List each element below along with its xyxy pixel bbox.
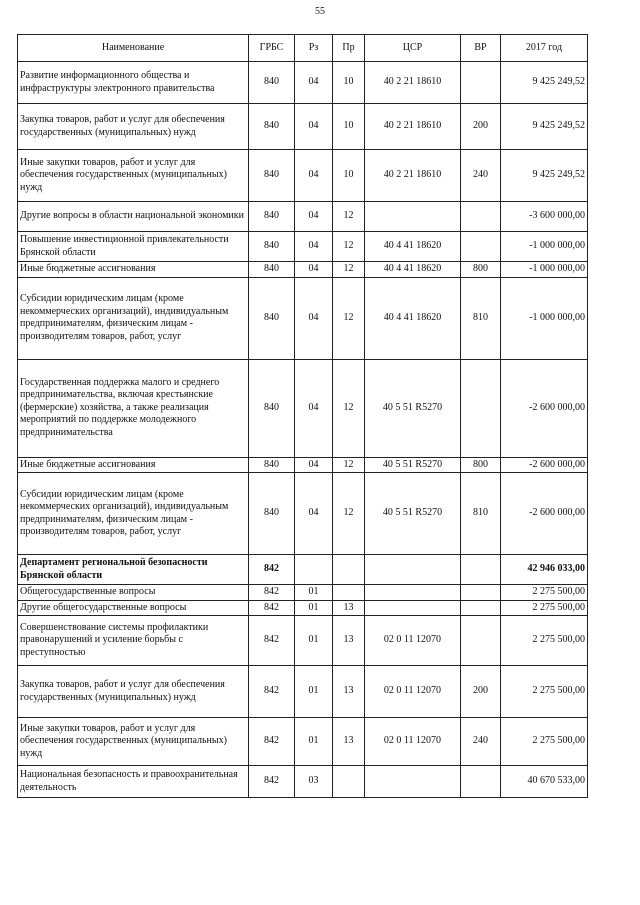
row-name: Развитие информационного общества и инфраструктуры электронного правительства: [18, 62, 249, 104]
row-grbs: 840: [249, 104, 295, 150]
row-pr: 10: [333, 104, 365, 150]
row-pr: 10: [333, 150, 365, 202]
row-amount: 9 425 249,52: [501, 150, 588, 202]
table-row: [18, 232, 588, 262]
row-csr: [365, 585, 461, 601]
row-csr: 40 4 41 18620: [365, 262, 461, 278]
row-grbs: 840: [249, 262, 295, 278]
row-grbs: 842: [249, 666, 295, 718]
row-vr: [461, 62, 501, 104]
row-name: Иные бюджетные ассигнования: [18, 457, 249, 473]
table-row: [18, 62, 588, 104]
table-row: [18, 457, 588, 473]
row-csr: 40 2 21 18610: [365, 150, 461, 202]
row-rz: 01: [295, 616, 333, 666]
row-amount: 9 425 249,52: [501, 62, 588, 104]
row-rz: 01: [295, 666, 333, 718]
row-grbs: 842: [249, 600, 295, 616]
row-pr: 13: [333, 718, 365, 766]
row-csr: 02 0 11 12070: [365, 666, 461, 718]
table-row: [18, 104, 588, 150]
table-row: [18, 262, 588, 278]
row-csr: 02 0 11 12070: [365, 616, 461, 666]
row-grbs: 840: [249, 473, 295, 555]
row-grbs: 842: [249, 616, 295, 666]
row-csr: [365, 766, 461, 798]
row-amount: 9 425 249,52: [501, 104, 588, 150]
row-vr: [461, 359, 501, 457]
header-pr: Пр: [333, 35, 365, 62]
row-vr: 240: [461, 150, 501, 202]
row-csr: 40 5 51 R5270: [365, 473, 461, 555]
table-row: [18, 600, 588, 616]
row-pr: 13: [333, 666, 365, 718]
row-rz: 04: [295, 202, 333, 232]
row-name: Иные закупки товаров, работ и услуг для обеспечения государственных (муниципальных) нужд: [18, 150, 249, 202]
header-name: Наименование: [18, 35, 249, 62]
row-pr: 12: [333, 232, 365, 262]
row-amount: -1 000 000,00: [501, 232, 588, 262]
row-name: Общегосударственные вопросы: [18, 585, 249, 601]
table-row: [18, 555, 588, 585]
row-amount: -2 600 000,00: [501, 359, 588, 457]
row-vr: [461, 555, 501, 585]
row-rz: 04: [295, 473, 333, 555]
table-row: [18, 202, 588, 232]
row-amount: 40 670 533,00: [501, 766, 588, 798]
row-rz: 04: [295, 62, 333, 104]
row-name: Национальная безопасность и правоохранительная деятельность: [18, 766, 249, 798]
table-header-row: [18, 35, 588, 62]
row-rz: 04: [295, 104, 333, 150]
row-pr: 12: [333, 473, 365, 555]
row-name: Другие вопросы в области национальной экономики: [18, 202, 249, 232]
row-grbs: 842: [249, 766, 295, 798]
row-pr: 13: [333, 600, 365, 616]
row-vr: [461, 585, 501, 601]
row-name: Закупка товаров, работ и услуг для обеспечения государственных (муниципальных) нужд: [18, 104, 249, 150]
row-csr: [365, 202, 461, 232]
table-row: [18, 473, 588, 555]
row-name: Иные бюджетные ассигнования: [18, 262, 249, 278]
row-pr: [333, 585, 365, 601]
row-csr: 40 4 41 18620: [365, 277, 461, 359]
table-row: [18, 277, 588, 359]
page-number: 55: [315, 6, 325, 17]
row-csr: [365, 600, 461, 616]
header-csr: ЦСР: [365, 35, 461, 62]
row-vr: [461, 202, 501, 232]
row-amount: -3 600 000,00: [501, 202, 588, 232]
row-amount: 2 275 500,00: [501, 718, 588, 766]
row-rz: 04: [295, 457, 333, 473]
row-amount: -2 600 000,00: [501, 473, 588, 555]
row-grbs: 842: [249, 718, 295, 766]
table-row: [18, 585, 588, 601]
row-rz: 01: [295, 718, 333, 766]
row-name: Субсидии юридическим лицам (кроме некоммерческих организаций), индивидуальным предпринимателям, физическим лицам - производителям товаров, работ, услуг: [18, 473, 249, 555]
row-vr: [461, 616, 501, 666]
row-rz: 04: [295, 262, 333, 278]
row-vr: [461, 766, 501, 798]
row-pr: 12: [333, 457, 365, 473]
row-csr: 02 0 11 12070: [365, 718, 461, 766]
row-grbs: 840: [249, 62, 295, 104]
table-row: [18, 616, 588, 666]
row-vr: [461, 232, 501, 262]
row-csr: [365, 555, 461, 585]
row-grbs: 842: [249, 555, 295, 585]
row-amount: -1 000 000,00: [501, 277, 588, 359]
row-vr: 240: [461, 718, 501, 766]
row-grbs: 840: [249, 202, 295, 232]
row-name: Закупка товаров, работ и услуг для обеспечения государственных (муниципальных) нужд: [18, 666, 249, 718]
row-grbs: 840: [249, 277, 295, 359]
row-vr: 810: [461, 473, 501, 555]
row-name: Государственная поддержка малого и среднего предпринимательства, включая крестьянские (фермерские) хозяйства, а также реализация мероприятий по поддержке молодежного предпринимательства: [18, 359, 249, 457]
row-csr: 40 5 51 R5270: [365, 359, 461, 457]
row-rz: 04: [295, 150, 333, 202]
row-name: Иные закупки товаров, работ и услуг для обеспечения государственных (муниципальных) нужд: [18, 718, 249, 766]
row-rz: 04: [295, 232, 333, 262]
row-grbs: 842: [249, 585, 295, 601]
header-vr: ВР: [461, 35, 501, 62]
row-csr: 40 5 51 R5270: [365, 457, 461, 473]
table-row: [18, 666, 588, 718]
table-row: [18, 359, 588, 457]
header-year: 2017 год: [501, 35, 588, 62]
row-pr: 12: [333, 202, 365, 232]
row-amount: -2 600 000,00: [501, 457, 588, 473]
row-vr: 200: [461, 104, 501, 150]
row-rz: 03: [295, 766, 333, 798]
row-amount: 2 275 500,00: [501, 600, 588, 616]
row-grbs: 840: [249, 150, 295, 202]
row-name: Повышение инвестиционной привлекательности Брянской области: [18, 232, 249, 262]
row-grbs: 840: [249, 457, 295, 473]
row-amount: 2 275 500,00: [501, 666, 588, 718]
row-amount: 2 275 500,00: [501, 616, 588, 666]
row-pr: 10: [333, 62, 365, 104]
row-pr: 12: [333, 277, 365, 359]
row-pr: 13: [333, 616, 365, 666]
row-rz: 04: [295, 277, 333, 359]
header-grbs: ГРБС: [249, 35, 295, 62]
row-vr: 800: [461, 262, 501, 278]
row-name: Другие общегосударственные вопросы: [18, 600, 249, 616]
row-name: Департамент региональной безопасности Брянской области: [18, 555, 249, 585]
row-pr: [333, 766, 365, 798]
row-grbs: 840: [249, 359, 295, 457]
row-csr: 40 2 21 18610: [365, 104, 461, 150]
row-grbs: 840: [249, 232, 295, 262]
row-csr: 40 4 41 18620: [365, 232, 461, 262]
row-pr: 12: [333, 359, 365, 457]
row-rz: [295, 555, 333, 585]
row-vr: [461, 600, 501, 616]
row-rz: 01: [295, 585, 333, 601]
table-row: [18, 150, 588, 202]
row-csr: 40 2 21 18610: [365, 62, 461, 104]
row-amount: 2 275 500,00: [501, 585, 588, 601]
row-amount: -1 000 000,00: [501, 262, 588, 278]
row-vr: 200: [461, 666, 501, 718]
row-vr: 800: [461, 457, 501, 473]
row-pr: 12: [333, 262, 365, 278]
header-rz: Рз: [295, 35, 333, 62]
row-name: Субсидии юридическим лицам (кроме некоммерческих организаций), индивидуальным предпринимателям, физическим лицам - производителям товаров, работ, услуг: [18, 277, 249, 359]
row-rz: 01: [295, 600, 333, 616]
table-row: [18, 718, 588, 766]
table-row: [18, 766, 588, 798]
row-rz: 04: [295, 359, 333, 457]
row-amount: 42 946 033,00: [501, 555, 588, 585]
budget-table: [17, 34, 588, 798]
row-pr: [333, 555, 365, 585]
row-name: Совершенствование системы профилактики правонарушений и усиление борьбы с преступностью: [18, 616, 249, 666]
row-vr: 810: [461, 277, 501, 359]
